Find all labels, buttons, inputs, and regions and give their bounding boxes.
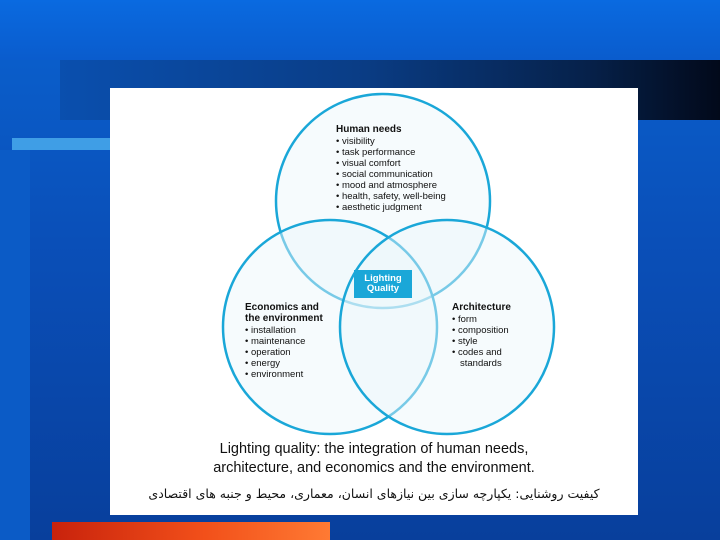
background-accent-stripe: [12, 138, 112, 150]
economics-heading-line2: the environment: [245, 313, 323, 324]
economics-heading-line1: Economics and: [245, 302, 319, 313]
economics-item: • energy: [245, 358, 323, 369]
architecture-circle: [340, 220, 554, 434]
persian-caption: کیفیت روشنایی: یکپارچه سازی بین نیازهای انسان، معماری، محیط و جنبه های اقتصادی: [148, 486, 600, 501]
architecture-item: • style: [452, 336, 511, 347]
architecture-block: [452, 302, 511, 369]
background-top-band: [0, 0, 720, 60]
human-needs-item: • mood and atmosphere: [336, 180, 446, 191]
architecture-item: • codes and: [452, 347, 511, 358]
human-needs-block: [336, 124, 446, 213]
economics-item: • environment: [245, 369, 323, 380]
architecture-heading: Architecture: [452, 302, 511, 313]
caption-line-1: Lighting quality: the integration of human needs,: [219, 441, 529, 457]
lighting-quality-label: [354, 270, 412, 298]
architecture-item: • form: [452, 314, 511, 325]
human-needs-item: • visual comfort: [336, 158, 446, 169]
center-label-line1: Lighting: [364, 273, 402, 284]
economics-item: • installation: [245, 325, 323, 336]
architecture-item-continuation: standards: [460, 358, 502, 369]
human-needs-heading: Human needs: [336, 124, 402, 135]
human-needs-item: • task performance: [336, 147, 446, 158]
center-label-line2: Quality: [366, 283, 400, 294]
venn-diagram-figure: [110, 88, 638, 515]
figure-caption: [110, 440, 638, 478]
economics-item: • maintenance: [245, 336, 323, 347]
human-needs-item: • visibility: [336, 136, 446, 147]
economics-block: [245, 302, 323, 380]
human-needs-item: • social communication: [336, 169, 446, 180]
architecture-item: • composition: [452, 325, 511, 336]
background-bottom-orange-bar: [52, 522, 330, 540]
economics-item: • operation: [245, 347, 323, 358]
human-needs-item: • aesthetic judgment: [336, 202, 446, 213]
background-left-panel: [0, 150, 30, 540]
human-needs-item: • health, safety, well-being: [336, 191, 446, 202]
caption-line-2: architecture, and economics and the environment.: [213, 460, 535, 476]
